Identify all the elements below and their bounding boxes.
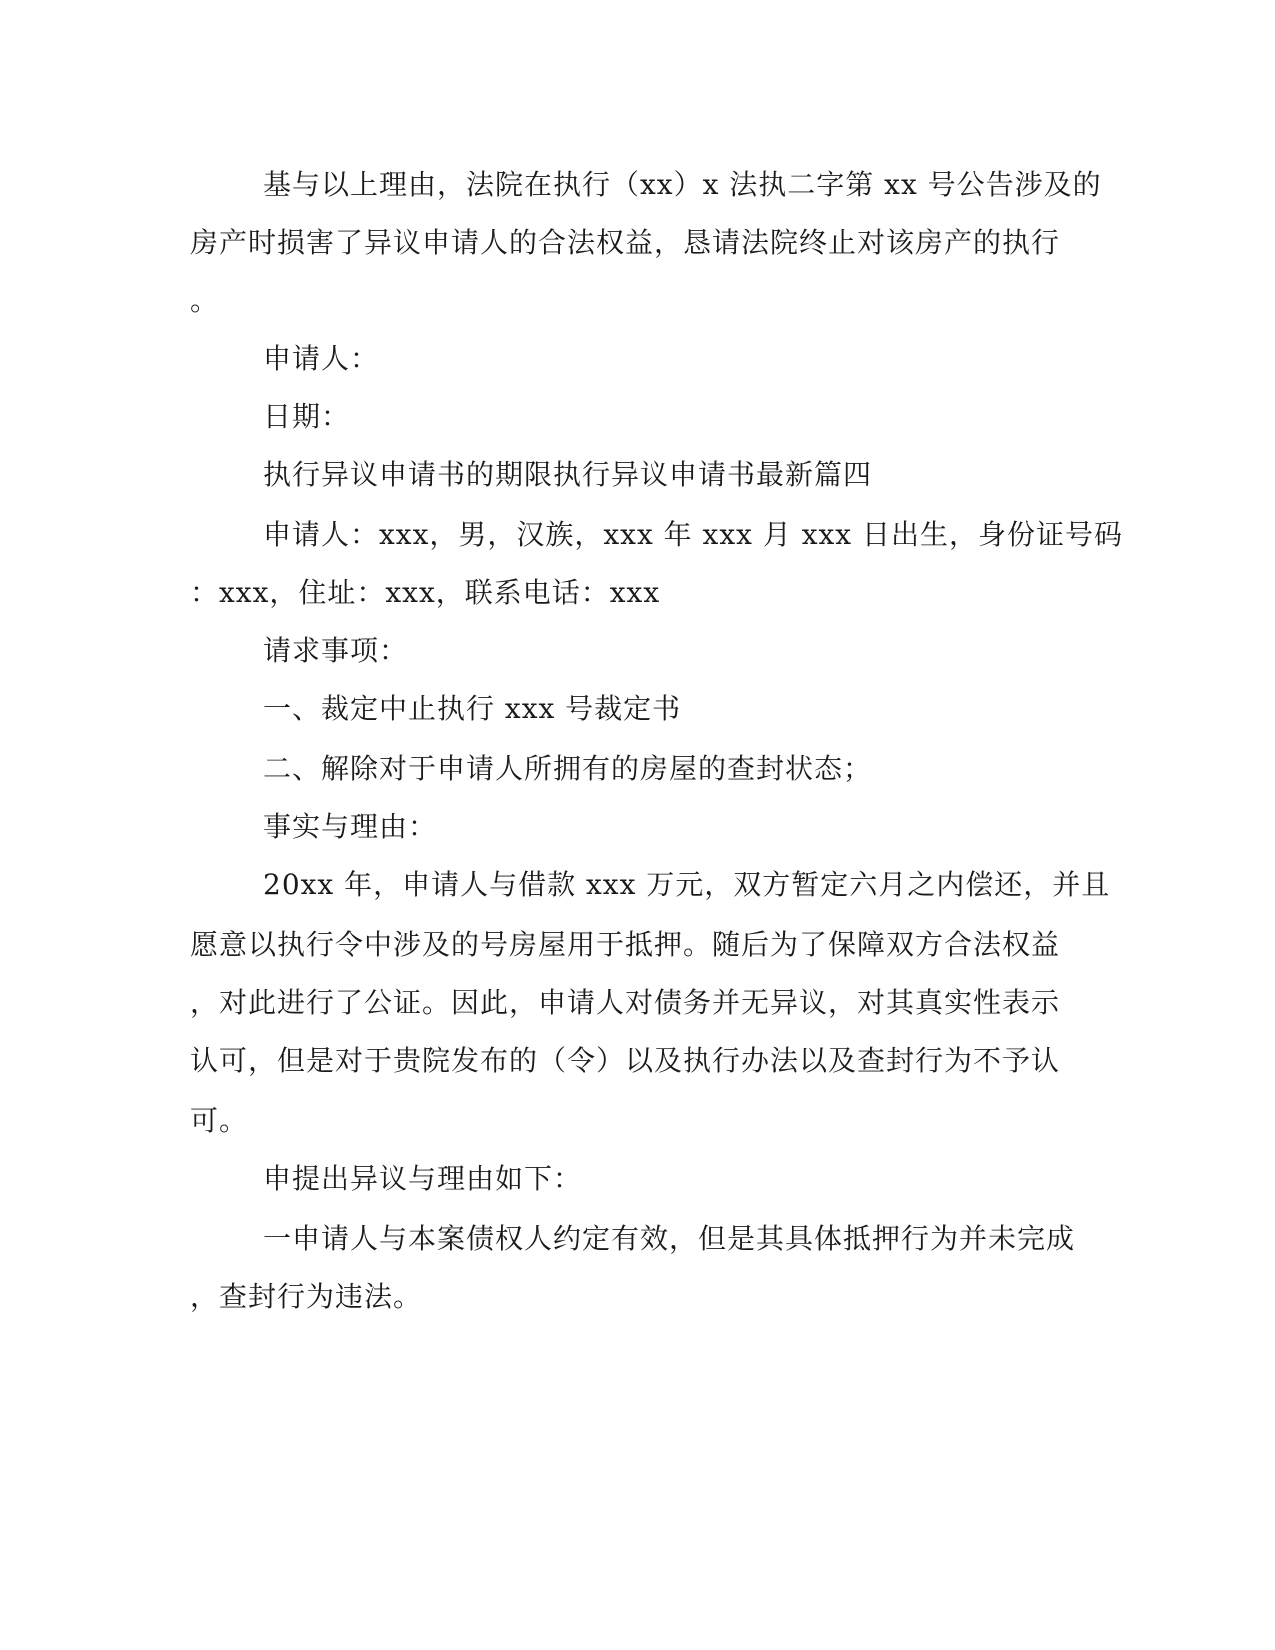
paragraph-line: ：xxx，住址：xxx，联系电话：xxx [190,576,661,609]
paragraph-line: ，查封行为违法。 [190,1280,423,1313]
section-heading: 执行异议申请书的期限执行异议申请书最新篇四 [263,458,873,491]
paragraph-line: 房产时损害了异议申请人的合法权益，恳请法院终止对该房产的执行 [190,226,1061,259]
paragraph-line: 认可，但是对于贵院发布的（令）以及执行办法以及查封行为不予认 [190,1044,1061,1077]
paragraph-line: 申请人：xxx，男，汉族，xxx 年 xxx 月 xxx 日出生，身份证号码 [263,518,1123,551]
claim-item: 一、裁定中止执行 xxx 号裁定书 [263,692,682,725]
claims-heading: 请求事项： [263,634,409,667]
paragraph-line: 愿意以执行令中涉及的号房屋用于抵押。随后为了保障双方合法权益 [190,928,1061,961]
paragraph-line: 20xx 年，申请人与借款 xxx 万元，双方暂定六月之内偿还，并且 [263,868,1111,901]
paragraph-line: 一申请人与本案债权人约定有效，但是其具体抵押行为并未完成 [263,1222,1076,1255]
paragraph-line: 基与以上理由，法院在执行（xx）x 法执二字第 xx 号公告涉及的 [263,168,1102,201]
paragraph-line: ，对此进行了公证。因此，申请人对债务并无异议，对其真实性表示 [190,986,1061,1019]
facts-heading: 事实与理由： [263,810,438,843]
objection-heading: 申提出异议与理由如下： [263,1162,583,1195]
paragraph-line: 。 [190,284,220,317]
applicant-label: 申请人： [263,342,380,375]
date-label: 日期： [263,400,351,433]
claim-item: 二、解除对于申请人所拥有的房屋的查封状态； [263,752,873,785]
paragraph-line: 可。 [190,1104,249,1137]
